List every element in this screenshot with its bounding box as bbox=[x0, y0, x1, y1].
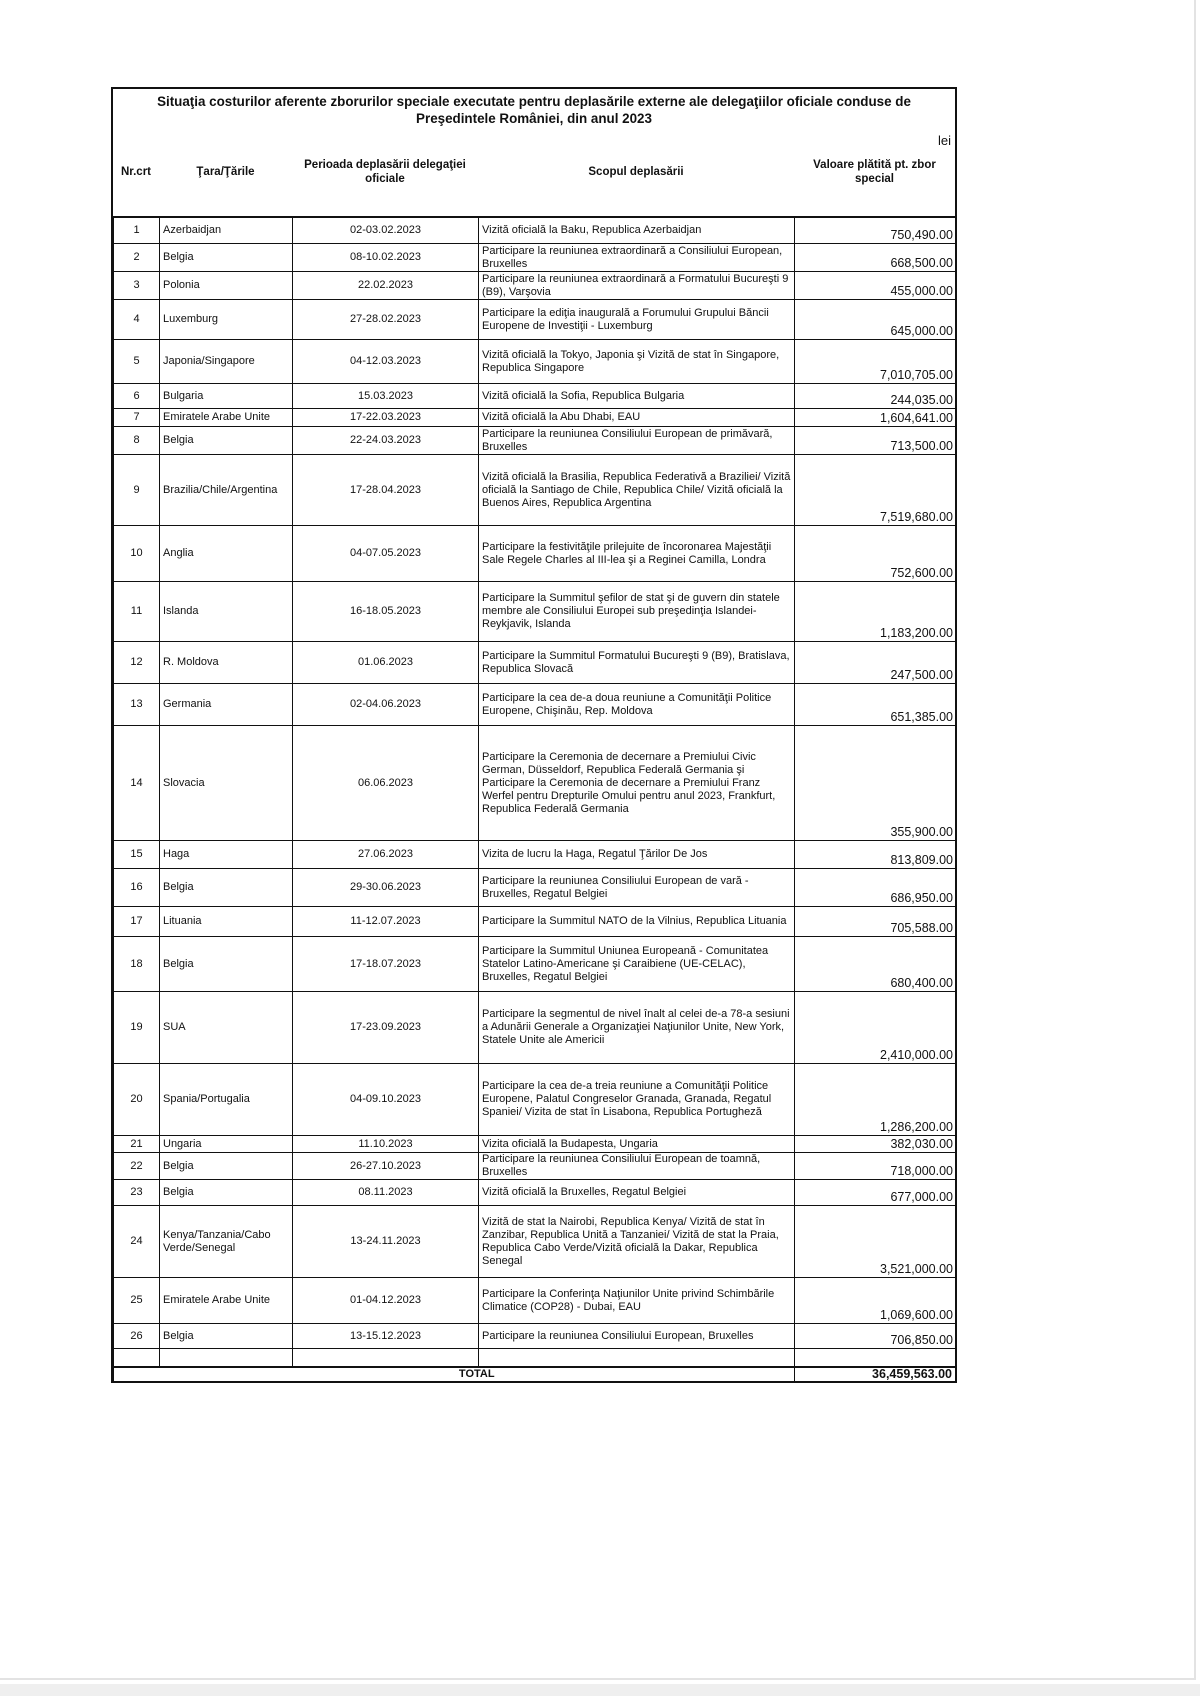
row-number: 12 bbox=[114, 642, 160, 684]
row-purpose: Vizită de stat la Nairobi, Republica Kenya/ Vizită de stat în Zanzibar, Republica Unită a Tanzaniei/ Vizită de stat la Praia, Republica Cabo Verde/Vizită oficială la Dakar, Republica Senegal bbox=[479, 1206, 795, 1278]
row-period: 06.06.2023 bbox=[293, 726, 479, 841]
row-number: 7 bbox=[114, 409, 160, 427]
row-country: Japonia/Singapore bbox=[160, 340, 293, 384]
row-number: 3 bbox=[114, 272, 160, 300]
row-period: 11-12.07.2023 bbox=[293, 907, 479, 937]
row-number: 25 bbox=[114, 1278, 160, 1324]
currency-unit: lei bbox=[937, 133, 951, 148]
row-purpose: Participare la Summitul Formatului Bucureşti 9 (B9), Bratislava, Republica Slovacă bbox=[479, 642, 795, 684]
row-amount: 752,600.00 bbox=[795, 526, 956, 582]
row-purpose: Vizita oficială la Budapesta, Ungaria bbox=[479, 1136, 795, 1153]
row-amount: 1,069,600.00 bbox=[795, 1278, 956, 1324]
table-row bbox=[114, 1136, 956, 1153]
row-period: 17-23.09.2023 bbox=[293, 992, 479, 1064]
table-row bbox=[114, 869, 956, 907]
table-row bbox=[114, 340, 956, 384]
row-amount: 813,809.00 bbox=[795, 841, 956, 869]
total-blank bbox=[114, 1367, 160, 1382]
row-amount: 244,035.00 bbox=[795, 384, 956, 409]
row-amount: 7,519,680.00 bbox=[795, 455, 956, 526]
row-country: Islanda bbox=[160, 582, 293, 642]
row-purpose: Participare la Conferinţa Naţiunilor Unite privind Schimbările Climatice (COP28) - Dubai, EAU bbox=[479, 1278, 795, 1324]
column-headers bbox=[113, 128, 955, 216]
row-country: Bulgaria bbox=[160, 384, 293, 409]
row-number: 5 bbox=[114, 340, 160, 384]
row-period: 26-27.10.2023 bbox=[293, 1153, 479, 1180]
empty-cell bbox=[795, 1349, 956, 1367]
table-row bbox=[114, 409, 956, 427]
row-amount: 1,286,200.00 bbox=[795, 1064, 956, 1136]
row-country: Anglia bbox=[160, 526, 293, 582]
row-amount: 2,410,000.00 bbox=[795, 992, 956, 1064]
row-period: 01-04.12.2023 bbox=[293, 1278, 479, 1324]
table-row bbox=[114, 1180, 956, 1206]
header-tara: Ţara/Ţările bbox=[196, 166, 255, 178]
row-purpose: Vizită oficială la Bruxelles, Regatul Belgiei bbox=[479, 1180, 795, 1206]
row-amount: 705,588.00 bbox=[795, 907, 956, 937]
table-row bbox=[114, 1153, 956, 1180]
table-row bbox=[114, 218, 956, 244]
row-period: 27-28.02.2023 bbox=[293, 300, 479, 340]
row-period: 29-30.06.2023 bbox=[293, 869, 479, 907]
table-row bbox=[114, 244, 956, 272]
row-amount: 7,010,705.00 bbox=[795, 340, 956, 384]
row-number: 18 bbox=[114, 937, 160, 992]
row-period: 16-18.05.2023 bbox=[293, 582, 479, 642]
row-purpose: Vizită oficială la Tokyo, Japonia şi Vizită de stat în Singapore, Republica Singapore bbox=[479, 340, 795, 384]
row-number: 11 bbox=[114, 582, 160, 642]
row-period: 04-09.10.2023 bbox=[293, 1064, 479, 1136]
row-purpose: Participare la Ceremonia de decernare a Premiului Civic German, Düsseldorf, Republica Federală Germania şi Participare la Ceremonia de decernare a Premiului Franz Werfel pentru Drepturile Omului pentru anul 2023, Frankfurt, Republica Federală Germania bbox=[479, 726, 795, 841]
total-amount: 36,459,563.00 bbox=[795, 1367, 956, 1382]
table-row bbox=[114, 1278, 956, 1324]
row-number: 24 bbox=[114, 1206, 160, 1278]
table-row bbox=[114, 1064, 956, 1136]
row-amount: 718,000.00 bbox=[795, 1153, 956, 1180]
row-country: Belgia bbox=[160, 244, 293, 272]
row-amount: 455,000.00 bbox=[795, 272, 956, 300]
row-purpose: Participare la reuniunea Consiliului European de toamnă, Bruxelles bbox=[479, 1153, 795, 1180]
table-row bbox=[114, 937, 956, 992]
row-number: 14 bbox=[114, 726, 160, 841]
document-table bbox=[111, 87, 957, 1383]
row-number: 13 bbox=[114, 684, 160, 726]
row-purpose: Participare la festivităţile prilejuite de încoronarea Majestăţii Sale Regele Charles al III-lea şi a Reginei Camilla, Londra bbox=[479, 526, 795, 582]
empty-cell bbox=[114, 1349, 160, 1367]
table-row bbox=[114, 841, 956, 869]
row-amount: 686,950.00 bbox=[795, 869, 956, 907]
row-number: 16 bbox=[114, 869, 160, 907]
row-purpose: Participare la reuniunea Consiliului European, Bruxelles bbox=[479, 1324, 795, 1349]
row-amount: 651,385.00 bbox=[795, 684, 956, 726]
row-amount: 677,000.00 bbox=[795, 1180, 956, 1206]
row-period: 04-07.05.2023 bbox=[293, 526, 479, 582]
row-period: 01.06.2023 bbox=[293, 642, 479, 684]
empty-row bbox=[114, 1349, 956, 1367]
row-purpose: Participare la segmentul de nivel înalt al celei de-a 78-a sesiuni a Adunării Generale a Organizaţiei Naţiunilor Unite, New York, Statele Unite ale Americii bbox=[479, 992, 795, 1064]
row-period: 27.06.2023 bbox=[293, 841, 479, 869]
row-amount: 355,900.00 bbox=[795, 726, 956, 841]
row-amount: 668,500.00 bbox=[795, 244, 956, 272]
row-purpose: Participare la reuniunea Consiliului European de primăvară, Bruxelles bbox=[479, 427, 795, 455]
row-amount: 645,000.00 bbox=[795, 300, 956, 340]
title-block bbox=[113, 89, 955, 217]
row-purpose: Participare la reuniunea extraordinară a Consiliului European, Bruxelles bbox=[479, 244, 795, 272]
total-label: TOTAL bbox=[160, 1367, 795, 1382]
costs-table bbox=[113, 217, 956, 1383]
row-country: Germania bbox=[160, 684, 293, 726]
row-country: Belgia bbox=[160, 427, 293, 455]
row-purpose: Participare la cea de-a doua reuniune a Comunităţii Politice Europene, Chişinău, Rep. Moldova bbox=[479, 684, 795, 726]
row-country: Lituania bbox=[160, 907, 293, 937]
table-row bbox=[114, 582, 956, 642]
header-scop: Scopul deplasării bbox=[588, 166, 684, 178]
row-country: Emiratele Arabe Unite bbox=[160, 409, 293, 427]
table-body bbox=[114, 218, 956, 1382]
row-purpose: Participare la cea de-a treia reuniune a Comunităţii Politice Europene, Palatul Congreselor Granada, Granada, Regatul Spaniei/ Vizita de stat în Lisabona, Republica Portugheză bbox=[479, 1064, 795, 1136]
empty-cell bbox=[293, 1349, 479, 1367]
empty-cell bbox=[160, 1349, 293, 1367]
row-purpose: Vizită oficială la Baku, Republica Azerbaidjan bbox=[479, 218, 795, 244]
row-period: 11.10.2023 bbox=[293, 1136, 479, 1153]
table-row bbox=[114, 427, 956, 455]
row-period: 08.11.2023 bbox=[293, 1180, 479, 1206]
row-number: 17 bbox=[114, 907, 160, 937]
row-amount: 1,183,200.00 bbox=[795, 582, 956, 642]
row-period: 15.03.2023 bbox=[293, 384, 479, 409]
row-number: 10 bbox=[114, 526, 160, 582]
header-valoare: Valoare plătită pt. zbor special bbox=[813, 159, 936, 185]
row-period: 17-28.04.2023 bbox=[293, 455, 479, 526]
row-country: Belgia bbox=[160, 1153, 293, 1180]
row-amount: 680,400.00 bbox=[795, 937, 956, 992]
row-number: 4 bbox=[114, 300, 160, 340]
empty-cell bbox=[479, 1349, 795, 1367]
row-country: R. Moldova bbox=[160, 642, 293, 684]
header-nr: Nr.crt bbox=[120, 166, 152, 178]
row-country: Slovacia bbox=[160, 726, 293, 841]
table-row bbox=[114, 300, 956, 340]
table-row bbox=[114, 1324, 956, 1349]
row-amount: 713,500.00 bbox=[795, 427, 956, 455]
row-period: 22.02.2023 bbox=[293, 272, 479, 300]
table-row bbox=[114, 726, 956, 841]
row-country: Ungaria bbox=[160, 1136, 293, 1153]
row-amount: 247,500.00 bbox=[795, 642, 956, 684]
row-number: 9 bbox=[114, 455, 160, 526]
row-number: 21 bbox=[114, 1136, 160, 1153]
row-number: 26 bbox=[114, 1324, 160, 1349]
table-row bbox=[114, 684, 956, 726]
row-purpose: Participare la Summitul Uniunea Europeană - Comunitatea Statelor Latino-Americane şi Caraibiene (UE-CELAC), Bruxelles, Regatul Belgiei bbox=[479, 937, 795, 992]
table-row bbox=[114, 455, 956, 526]
table-row bbox=[114, 907, 956, 937]
row-period: 08-10.02.2023 bbox=[293, 244, 479, 272]
row-amount: 3,521,000.00 bbox=[795, 1206, 956, 1278]
row-period: 17-18.07.2023 bbox=[293, 937, 479, 992]
row-period: 17-22.03.2023 bbox=[293, 409, 479, 427]
row-purpose: Vizită oficială la Abu Dhabi, EAU bbox=[479, 409, 795, 427]
row-number: 1 bbox=[114, 218, 160, 244]
row-country: Belgia bbox=[160, 937, 293, 992]
total-row bbox=[114, 1367, 956, 1382]
row-amount: 706,850.00 bbox=[795, 1324, 956, 1349]
row-amount: 382,030.00 bbox=[795, 1136, 956, 1153]
row-number: 8 bbox=[114, 427, 160, 455]
row-purpose: Vizită oficială la Sofia, Republica Bulgaria bbox=[479, 384, 795, 409]
row-country: Polonia bbox=[160, 272, 293, 300]
row-purpose: Participare la Summitul NATO de la Vilnius, Republica Lituania bbox=[479, 907, 795, 937]
row-number: 23 bbox=[114, 1180, 160, 1206]
row-purpose: Vizită oficială la Brasilia, Republica Federativă a Braziliei/ Vizită oficială la Santiago de Chile, Republica Chile/ Vizită oficială la Buenos Aires, Republica Argentina bbox=[479, 455, 795, 526]
row-amount: 1,604,641.00 bbox=[795, 409, 956, 427]
table-row bbox=[114, 1206, 956, 1278]
row-period: 02-04.06.2023 bbox=[293, 684, 479, 726]
row-country: Spania/Portugalia bbox=[160, 1064, 293, 1136]
row-number: 6 bbox=[114, 384, 160, 409]
row-purpose: Participare la reuniunea extraordinară a Formatului Bucureşti 9 (B9), Varşovia bbox=[479, 272, 795, 300]
row-country: Kenya/Tanzania/Cabo Verde/Senegal bbox=[160, 1206, 293, 1278]
row-number: 15 bbox=[114, 841, 160, 869]
table-row bbox=[114, 526, 956, 582]
row-period: 13-15.12.2023 bbox=[293, 1324, 479, 1349]
row-purpose: Vizita de lucru la Haga, Regatul Ţărilor De Jos bbox=[479, 841, 795, 869]
document-title: Situaţia costurilor aferente zborurilor speciale executate pentru deplasările externe ale delegaţiilor oficiale conduse de Preşedintele României, din anul 2023 bbox=[157, 94, 911, 126]
header-perioada: Perioada deplasării delegaţiei oficiale bbox=[304, 159, 466, 185]
table-row bbox=[114, 992, 956, 1064]
table-row bbox=[114, 272, 956, 300]
row-number: 22 bbox=[114, 1153, 160, 1180]
row-country: Emiratele Arabe Unite bbox=[160, 1278, 293, 1324]
row-country: Brazilia/Chile/Argentina bbox=[160, 455, 293, 526]
row-number: 19 bbox=[114, 992, 160, 1064]
row-country: Haga bbox=[160, 841, 293, 869]
row-number: 20 bbox=[114, 1064, 160, 1136]
table-row bbox=[114, 384, 956, 409]
row-purpose: Participare la Summitul şefilor de stat şi de guvern din statele membre ale Consiliului Europei sub preşedinţia Islandei- Reykjavik, Islanda bbox=[479, 582, 795, 642]
row-period: 04-12.03.2023 bbox=[293, 340, 479, 384]
row-purpose: Participare la reuniunea Consiliului European de vară - Bruxelles, Regatul Belgiei bbox=[479, 869, 795, 907]
row-country: Belgia bbox=[160, 1324, 293, 1349]
row-purpose: Participare la ediţia inaugurală a Forumului Grupului Băncii Europene de Investiţii - Luxemburg bbox=[479, 300, 795, 340]
row-country: Luxemburg bbox=[160, 300, 293, 340]
page-bottom-edge bbox=[0, 1684, 1200, 1696]
row-country: SUA bbox=[160, 992, 293, 1064]
row-country: Azerbaidjan bbox=[160, 218, 293, 244]
table-row bbox=[114, 642, 956, 684]
row-amount: 750,490.00 bbox=[795, 218, 956, 244]
row-country: Belgia bbox=[160, 869, 293, 907]
row-country: Belgia bbox=[160, 1180, 293, 1206]
row-period: 22-24.03.2023 bbox=[293, 427, 479, 455]
row-number: 2 bbox=[114, 244, 160, 272]
row-period: 02-03.02.2023 bbox=[293, 218, 479, 244]
row-period: 13-24.11.2023 bbox=[293, 1206, 479, 1278]
